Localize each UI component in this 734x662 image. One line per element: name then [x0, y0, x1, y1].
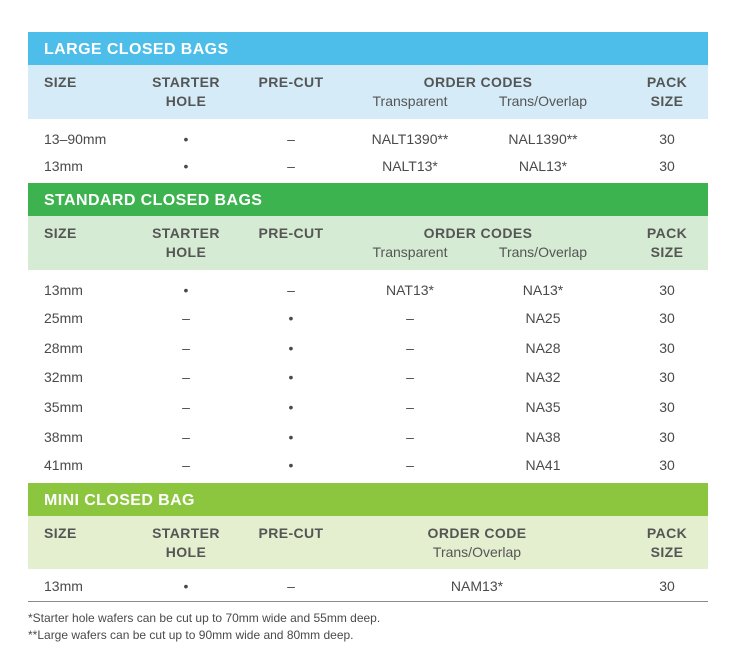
table-cell-overlap: NA28: [525, 340, 561, 356]
mini-header-starter-line2: HOLE: [165, 544, 207, 560]
large-header-pack: [627, 73, 707, 111]
table-cell-starter: –: [182, 310, 190, 326]
standard-header-starter-line2: HOLE: [165, 244, 207, 260]
table-cell-size: 28mm: [44, 340, 83, 356]
table-cell-precut: •: [288, 399, 294, 415]
table-cell-pack: 30: [659, 369, 675, 385]
table-cell-starter: –: [182, 399, 190, 415]
table-cell-transparent: NALT1390**: [371, 131, 449, 147]
table-cell-overlap: NA32: [525, 369, 561, 385]
standard-header-precut: PRE-CUT: [258, 225, 324, 241]
mini-header-order-code: ORDER CODE: [427, 525, 527, 541]
large-sub-transparent: Transparent: [372, 93, 448, 109]
table-cell-transparent: –: [406, 340, 414, 356]
table-cell-overlap: NA13*: [522, 282, 564, 298]
table-cell-pack: 30: [659, 399, 675, 415]
mini-header-starter-line1: STARTER: [152, 525, 220, 541]
table-cell-overlap: NA38: [525, 429, 561, 445]
table-cell-transparent: –: [406, 429, 414, 445]
table-cell-pack: 30: [659, 429, 675, 445]
table-cell-precut: •: [288, 369, 294, 385]
large-header-starter-line2: HOLE: [165, 93, 207, 109]
table-cell-starter: –: [182, 340, 190, 356]
table-cell-size: 13mm: [44, 158, 83, 174]
large-header-pack-line1: PACK: [646, 74, 688, 90]
mini-header-pack-line2: SIZE: [650, 544, 684, 560]
table-cell-pack: 30: [659, 310, 675, 326]
table-cell-transparent: –: [406, 369, 414, 385]
table-cell-precut: –: [287, 158, 295, 174]
mini-header-pack-line1: PACK: [646, 525, 688, 541]
table-cell-overlap: NA25: [525, 310, 561, 326]
table-cell-precut: •: [288, 310, 294, 326]
mini-sub-overlap: Trans/Overlap: [432, 544, 522, 560]
table-cell-starter: –: [182, 457, 190, 473]
large-header-starter: [136, 73, 236, 111]
large-header-starter-line1: STARTER: [152, 74, 220, 90]
table-cell-precut: •: [288, 457, 294, 473]
large-header-precut: PRE-CUT: [258, 74, 324, 90]
table-cell-transparent: NALT13*: [382, 158, 438, 174]
table-cell-precut: •: [288, 429, 294, 445]
standard-header-starter-line1: STARTER: [152, 225, 220, 241]
large-header-order-codes: ORDER CODES: [423, 74, 533, 90]
table-cell-transparent: –: [406, 310, 414, 326]
large-header-pack-line2: SIZE: [650, 93, 684, 109]
standard-sub-transparent: Transparent: [372, 244, 448, 260]
standard-header-starter: [136, 224, 236, 262]
table-cell-starter: –: [182, 369, 190, 385]
table-cell-size: 35mm: [44, 399, 83, 415]
large-header-band: [28, 65, 708, 119]
table-cell-pack: 30: [659, 578, 675, 594]
table-cell-transparent: –: [406, 399, 414, 415]
large-section-title: LARGE CLOSED BAGS: [28, 32, 708, 65]
table-cell-transparent: NAT13*: [386, 282, 434, 298]
table-cell-starter: –: [182, 429, 190, 445]
table-cell-starter: •: [183, 131, 189, 147]
table-cell-pack: 30: [659, 340, 675, 356]
mini-header-starter: [136, 524, 236, 562]
table-cell-pack: 30: [659, 282, 675, 298]
mini-header-size: SIZE: [44, 525, 77, 541]
mini-header-precut: PRE-CUT: [258, 525, 324, 541]
standard-header-size: SIZE: [44, 225, 77, 241]
table-cell-size: 25mm: [44, 310, 83, 326]
footnote-large-wafers: **Large wafers can be cut up to 90mm wide and 80mm deep.: [28, 628, 354, 642]
table-cell-overlap: NAL13*: [518, 158, 568, 174]
table-cell-size: 13–90mm: [44, 131, 107, 147]
table-cell-code: NAM13*: [450, 578, 504, 594]
table-cell-overlap: NA35: [525, 399, 561, 415]
table-cell-overlap: NAL1390**: [508, 131, 578, 147]
standard-header-order-codes: ORDER CODES: [423, 225, 533, 241]
table-cell-size: 38mm: [44, 429, 83, 445]
large-header-size: SIZE: [44, 74, 77, 90]
standard-header-pack-line2: SIZE: [650, 244, 684, 260]
table-cell-precut: –: [287, 282, 295, 298]
table-cell-overlap: NA41: [525, 457, 561, 473]
table-cell-precut: –: [287, 578, 295, 594]
standard-header-pack: [627, 224, 707, 262]
footer-divider: [28, 601, 708, 602]
table-cell-pack: 30: [659, 457, 675, 473]
table-cell-size: 32mm: [44, 369, 83, 385]
table-cell-starter: •: [183, 158, 189, 174]
table-cell-starter: •: [183, 282, 189, 298]
standard-section-title: STANDARD CLOSED BAGS: [28, 183, 708, 216]
large-sub-overlap: Trans/Overlap: [498, 93, 588, 109]
table-cell-starter: •: [183, 578, 189, 594]
table-cell-precut: •: [288, 340, 294, 356]
standard-sub-overlap: Trans/Overlap: [498, 244, 588, 260]
table-cell-size: 13mm: [44, 282, 83, 298]
table-cell-precut: –: [287, 131, 295, 147]
mini-section-title: MINI CLOSED BAG: [28, 483, 708, 516]
table-cell-size: 41mm: [44, 457, 83, 473]
mini-header-band: [28, 516, 708, 569]
table-cell-size: 13mm: [44, 578, 83, 594]
footnote-starter-hole: *Starter hole wafers can be cut up to 70mm wide and 55mm deep.: [28, 611, 381, 625]
standard-header-band: [28, 216, 708, 270]
table-cell-pack: 30: [659, 131, 675, 147]
table-cell-pack: 30: [659, 158, 675, 174]
standard-header-pack-line1: PACK: [646, 225, 688, 241]
mini-header-pack: [627, 524, 707, 562]
table-cell-transparent: –: [406, 457, 414, 473]
